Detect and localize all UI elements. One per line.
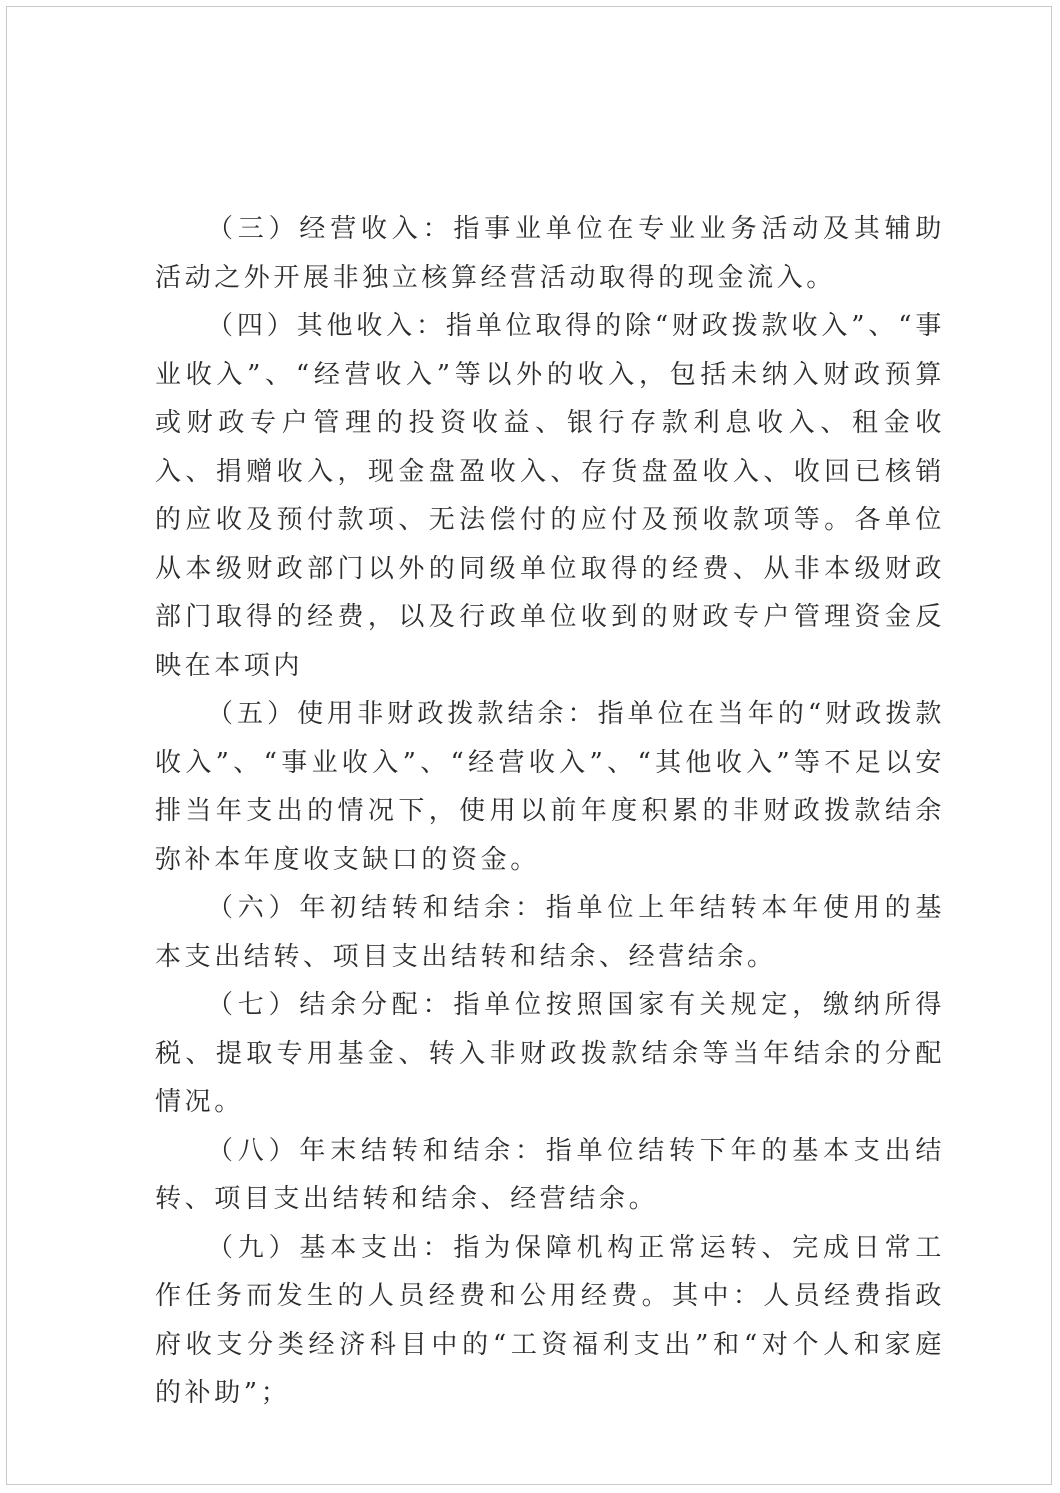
document-body: [155, 205, 945, 1418]
paragraph-non-fiscal-balance: （五）使用非财政拨款结余：指单位在当年的“财政拨款收入”、“事业收入”、“经营收入”、“其他收入”等不足以安排当年支出的情况下，使用以前年度积累的非财政拨款结余弥补本年度收支缺口的资金。: [155, 699, 945, 875]
paragraph-basic-expenditure: （九）基本支出：指为保障机构正常运转、完成日常工作任务而发生的人员经费和公用经费。其中：人员经费指政府收支分类经济科目中的“工资福利支出”和“对个人和家庭的补助”；: [155, 1232, 945, 1408]
paragraph-closing-carryover: （八）年末结转和结余：指单位结转下年的基本支出结转、项目支出结转和结余、经营结余。: [155, 1135, 945, 1214]
paragraph-operating-income: （三）经营收入：指事业单位在专业业务活动及其辅助活动之外开展非独立核算经营活动取得的现金流入。: [155, 214, 945, 293]
paragraph-other-income: （四）其他收入：指单位取得的除“财政拨款收入”、“事业收入”、“经营收入”等以外的收入，包括未纳入财政预算或财政专户管理的投资收益、银行存款利息收入、租金收入、捐赠收入，现金盘盈收入、存货盘盈收入、收回已核销的应收及预付款项、无法偿付的应付及预收款项等。各单位从本级财政部门以外的同级单位取得的经费、从非本级财政部门取得的经费，以及行政单位收到的财政专户管理资金反映在本项内: [155, 311, 945, 681]
paragraph-balance-distribution: （七）结余分配：指单位按照国家有关规定，缴纳所得税、提取专用基金、转入非财政拨款结余等当年结余的分配情况。: [155, 990, 945, 1117]
document-page: [6, 6, 1052, 1485]
paragraph-opening-carryover: （六）年初结转和结余：指单位上年结转本年使用的基本支出结转、项目支出结转和结余、经营结余。: [155, 893, 945, 972]
